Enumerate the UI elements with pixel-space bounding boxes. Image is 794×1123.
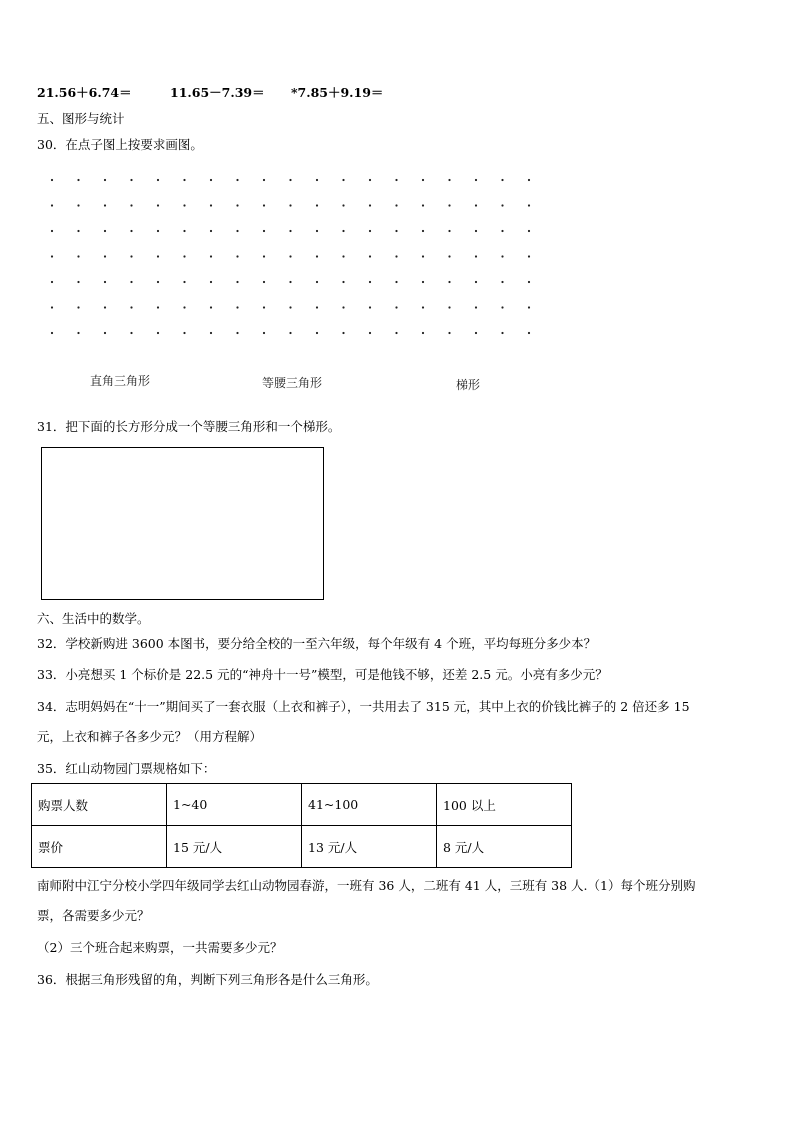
grid-dot <box>316 306 318 308</box>
grid-dot <box>130 179 132 181</box>
grid-dot <box>51 332 53 334</box>
grid-dot <box>501 179 503 181</box>
grid-dot <box>528 179 530 181</box>
grid-dot <box>157 332 159 334</box>
grid-dot <box>263 230 265 232</box>
grid-dot <box>316 204 318 206</box>
grid-dot <box>130 204 132 206</box>
grid-dot <box>528 204 530 206</box>
grid-dot <box>236 255 238 257</box>
grid-dot <box>210 332 212 334</box>
question-32: 32．学校新购进 3600 本图书，要分给全校的一至六年级，每个年级有 4 个班，平均每班分多少本？ <box>37 636 597 651</box>
grid-dot <box>157 204 159 206</box>
grid-dot <box>263 281 265 283</box>
grid-dot <box>51 306 53 308</box>
grid-dot <box>448 306 450 308</box>
grid-dot <box>104 281 106 283</box>
grid-dot <box>130 281 132 283</box>
grid-dot <box>448 255 450 257</box>
grid-dot <box>475 255 477 257</box>
grid-dot <box>395 204 397 206</box>
grid-dot <box>395 179 397 181</box>
grid-dot <box>475 204 477 206</box>
grid-dot <box>236 306 238 308</box>
grid-dot <box>448 179 450 181</box>
grid-dot <box>51 204 53 206</box>
question-35-line-3: （2）三个班合起来购票，一共需要多少元？ <box>37 940 283 955</box>
grid-dot <box>130 306 132 308</box>
grid-dot <box>369 255 371 257</box>
table-cell: 8 元/人 <box>437 826 572 868</box>
grid-dot <box>342 332 344 334</box>
grid-dot <box>475 306 477 308</box>
table-cell: 票价 <box>32 826 167 868</box>
grid-dot <box>183 179 185 181</box>
grid-dot <box>422 230 424 232</box>
section-5-title: 五、图形与统计 <box>37 111 125 126</box>
table-cell: 1~40 <box>167 784 302 826</box>
grid-dot <box>104 306 106 308</box>
grid-dot <box>210 179 212 181</box>
grid-dot <box>77 281 79 283</box>
table-cell: 100 以上 <box>437 784 572 826</box>
grid-dot <box>448 204 450 206</box>
grid-dot <box>104 179 106 181</box>
grid-dot <box>316 281 318 283</box>
grid-dot <box>183 255 185 257</box>
grid-dot <box>395 281 397 283</box>
grid-dot <box>289 204 291 206</box>
grid-dot <box>104 204 106 206</box>
grid-dot <box>448 230 450 232</box>
table-row <box>32 784 572 826</box>
grid-dot <box>210 204 212 206</box>
grid-dot <box>263 306 265 308</box>
grid-dot <box>422 281 424 283</box>
grid-dot <box>369 179 371 181</box>
grid-dot <box>210 281 212 283</box>
grid-dot <box>183 204 185 206</box>
grid-dot <box>289 306 291 308</box>
section-6-title: 六、生活中的数学。 <box>37 611 150 626</box>
grid-dot <box>289 255 291 257</box>
grid-dot <box>157 281 159 283</box>
grid-dot <box>183 281 185 283</box>
rectangle-to-divide <box>41 447 324 600</box>
grid-dot <box>183 306 185 308</box>
grid-dot <box>501 306 503 308</box>
grid-dot <box>342 306 344 308</box>
grid-dot <box>422 255 424 257</box>
question-34-line-1: 34．志明妈妈在“十一”期间买了一套衣服（上衣和裤子），一共用去了 315 元，其中上衣的价钱比裤子的 2 倍还多 15 <box>37 699 690 714</box>
grid-dot <box>157 306 159 308</box>
grid-dot <box>369 230 371 232</box>
grid-dot <box>369 204 371 206</box>
table-cell: 13 元/人 <box>302 826 437 868</box>
grid-dot <box>475 230 477 232</box>
question-33: 33．小亮想买 1 个标价是 22.5 元的“神舟十一号”模型，可是他钱不够，还差 2.5 元。小亮有多少元？ <box>37 667 608 682</box>
grid-dot <box>501 230 503 232</box>
grid-dot <box>183 230 185 232</box>
grid-dot <box>528 281 530 283</box>
grid-dot <box>316 332 318 334</box>
grid-dot <box>528 306 530 308</box>
grid-dot <box>263 332 265 334</box>
grid-dot <box>422 332 424 334</box>
grid-dot <box>528 255 530 257</box>
grid-dot <box>475 179 477 181</box>
grid-dot <box>77 204 79 206</box>
table-cell: 41~100 <box>302 784 437 826</box>
grid-dot <box>289 332 291 334</box>
grid-dot <box>289 281 291 283</box>
ticket-price-table <box>31 783 572 868</box>
grid-dot <box>210 306 212 308</box>
question-35-line-1: 南师附中江宁分校小学四年级同学去红山动物园春游，一班有 36 人，二班有 41 人，三班有 38 人.（1）每个班分别购 <box>37 878 696 893</box>
grid-dot <box>369 281 371 283</box>
grid-dot <box>77 230 79 232</box>
grid-dot <box>369 332 371 334</box>
grid-dot <box>236 332 238 334</box>
grid-dot <box>395 306 397 308</box>
grid-dot <box>395 230 397 232</box>
table-cell: 15 元/人 <box>167 826 302 868</box>
question-36: 36．根据三角形残留的角，判断下列三角形各是什么三角形。 <box>37 972 378 987</box>
grid-dot <box>475 332 477 334</box>
question-35: 35．红山动物园门票规格如下： <box>37 761 216 776</box>
table-row <box>32 826 572 868</box>
grid-dot <box>316 230 318 232</box>
grid-dot <box>130 230 132 232</box>
grid-dot <box>51 230 53 232</box>
question-34-line-2: 元，上衣和裤子各多少元？（用方程解） <box>37 729 263 744</box>
calc-1: 21.56＋6.74＝ <box>37 85 132 100</box>
grid-dot <box>528 332 530 334</box>
grid-dot <box>369 306 371 308</box>
grid-dot <box>263 255 265 257</box>
grid-dot <box>501 204 503 206</box>
grid-dot <box>51 255 53 257</box>
grid-dot <box>289 179 291 181</box>
grid-dot <box>448 281 450 283</box>
grid-dot <box>51 281 53 283</box>
grid-dot <box>157 255 159 257</box>
grid-dot <box>157 230 159 232</box>
grid-dot <box>104 230 106 232</box>
grid-dot <box>422 179 424 181</box>
grid-dot <box>77 179 79 181</box>
grid-dot <box>77 255 79 257</box>
grid-dot <box>51 179 53 181</box>
grid-dot <box>342 281 344 283</box>
grid-dot <box>501 332 503 334</box>
grid-dot <box>104 255 106 257</box>
grid-dot <box>342 255 344 257</box>
grid-dot <box>422 306 424 308</box>
label-trapezoid: 梯形 <box>456 378 481 392</box>
grid-dot <box>236 179 238 181</box>
grid-dot <box>210 255 212 257</box>
grid-dot <box>316 255 318 257</box>
grid-dot <box>236 281 238 283</box>
grid-dot <box>157 179 159 181</box>
grid-dot <box>236 230 238 232</box>
dot-grid <box>40 170 550 345</box>
grid-dot <box>448 332 450 334</box>
grid-dot <box>342 204 344 206</box>
question-30: 30．在点子图上按要求画图。 <box>37 137 203 152</box>
grid-dot <box>210 230 212 232</box>
grid-dot <box>289 230 291 232</box>
grid-dot <box>183 332 185 334</box>
grid-dot <box>263 179 265 181</box>
grid-dot <box>501 255 503 257</box>
grid-dot <box>342 179 344 181</box>
grid-dot <box>263 204 265 206</box>
question-35-line-2: 票，各需要多少元？ <box>37 908 150 923</box>
grid-dot <box>104 332 106 334</box>
question-31: 31．把下面的长方形分成一个等腰三角形和一个梯形。 <box>37 419 341 434</box>
grid-dot <box>501 281 503 283</box>
calc-3: *7.85＋9.19＝ <box>291 85 384 100</box>
label-isosceles-triangle: 等腰三角形 <box>262 376 323 390</box>
grid-dot <box>475 281 477 283</box>
grid-dot <box>77 306 79 308</box>
grid-dot <box>130 255 132 257</box>
grid-dot <box>395 255 397 257</box>
calc-2: 11.65－7.39＝ <box>170 85 265 100</box>
grid-dot <box>316 179 318 181</box>
grid-dot <box>395 332 397 334</box>
grid-dot <box>342 230 344 232</box>
grid-dot <box>422 204 424 206</box>
label-right-triangle: 直角三角形 <box>90 374 151 388</box>
grid-dot <box>528 230 530 232</box>
grid-dot <box>130 332 132 334</box>
grid-dot <box>236 204 238 206</box>
grid-dot <box>77 332 79 334</box>
table-cell: 购票人数 <box>32 784 167 826</box>
